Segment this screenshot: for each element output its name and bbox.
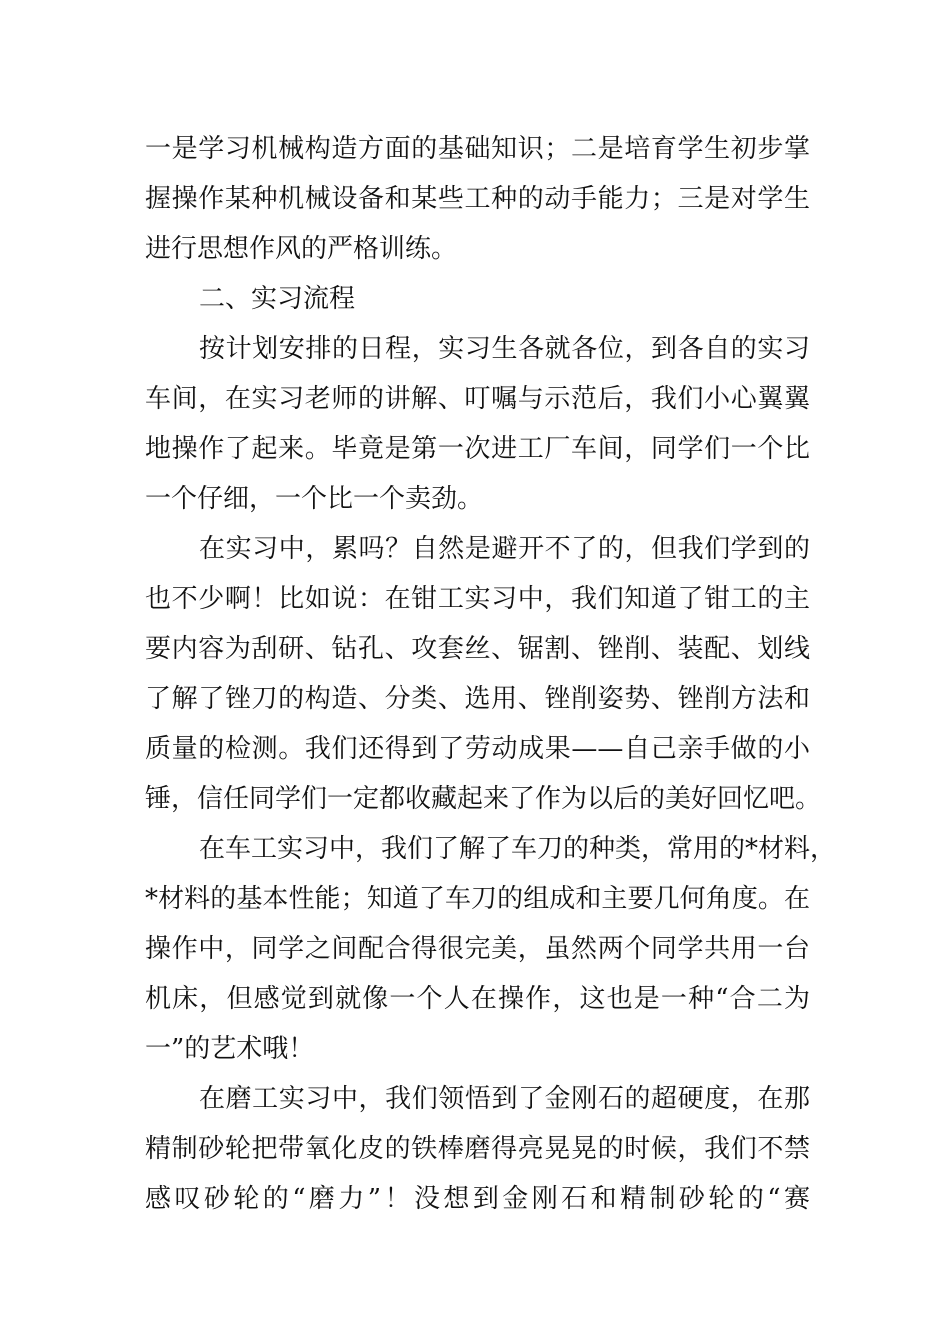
- text-line-11: 要内容为刮研、钻孔、攻套丝、锯割、锉削、装配、划线: [145, 634, 810, 664]
- text-line-15: 在车工实习中，我们了解了车刀的种类，常用的*材料，: [199, 834, 837, 864]
- text-line-10: 也不少啊！比如说：在钳工实习中，我们知道了钳工的主: [145, 584, 810, 614]
- text-line-22: 感叹砂轮的“磨力”！没想到金刚石和精制砂轮的“赛: [145, 1184, 810, 1214]
- text-line-14: 锤，信任同学们一定都收藏起来了作为以后的美好回忆吧。: [145, 784, 822, 814]
- text-line-20: 在磨工实习中，我们领悟到了金刚石的超硬度，在那: [199, 1084, 810, 1114]
- section-heading: 二、实习流程: [199, 284, 356, 314]
- text-line-1: 一是学习机械构造方面的基础知识；二是培育学生初步掌: [145, 134, 810, 164]
- text-line-12: 了解了锉刀的构造、分类、选用、锉削姿势、锉削方法和: [145, 684, 810, 714]
- text-line-5: 按计划安排的日程，实习生各就各位，到各自的实习: [199, 334, 810, 364]
- text-line-18: 机床，但感觉到就像一个人在操作，这也是一种“合二为: [145, 984, 810, 1014]
- text-line-13: 质量的检测。我们还得到了劳动成果——自己亲手做的小: [145, 734, 810, 764]
- text-line-8: 一个仔细，一个比一个卖劲。: [145, 484, 484, 514]
- text-line-9: 在实习中，累吗？自然是避开不了的，但我们学到的: [199, 534, 810, 564]
- text-line-19: 一”的艺术哦！: [145, 1034, 315, 1064]
- text-line-6: 车间，在实习老师的讲解、叮嘱与示范后，我们小心翼翼: [145, 384, 810, 414]
- text-line-17: 操作中，同学之间配合得很完美，虽然两个同学共用一台: [145, 934, 810, 964]
- text-line-7: 地操作了起来。毕竟是第一次进工厂车间，同学们一个比: [145, 434, 810, 464]
- text-line-3: 进行思想作风的严格训练。: [145, 234, 458, 264]
- text-line-2: 握操作某种机械设备和某些工种的动手能力；三是对学生: [145, 184, 810, 214]
- text-line-16: *材料的基本性能；知道了车刀的组成和主要几何角度。在: [145, 884, 810, 914]
- text-line-21: 精制砂轮把带氧化皮的铁棒磨得亮晃晃的时候，我们不禁: [145, 1134, 810, 1164]
